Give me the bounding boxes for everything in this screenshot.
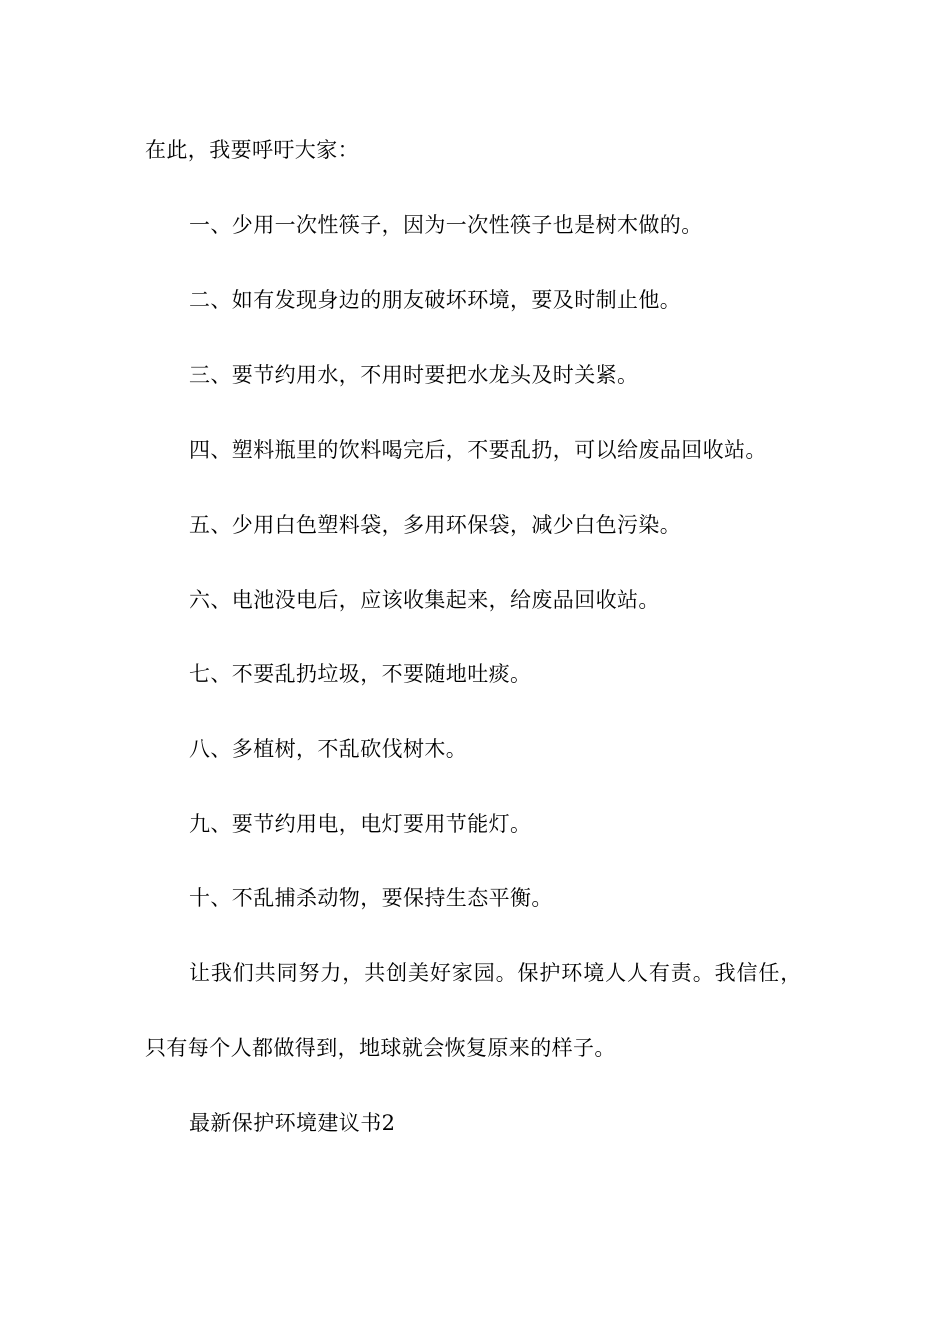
closing-paragraph-line-1: 让我们共同努力，共创美好家园。保护环境人人有责。我信任， bbox=[189, 961, 803, 985]
section-heading: 最新保护环境建议书2 bbox=[189, 1111, 396, 1135]
list-item: 七、不要乱扔垃圾，不要随地吐痰。 bbox=[189, 662, 532, 686]
list-item: 一、少用一次性筷子，因为一次性筷子也是树木做的。 bbox=[189, 213, 703, 237]
list-item: 十、不乱捕杀动物，要保持生态平衡。 bbox=[189, 886, 553, 910]
list-item: 九、要节约用电，电灯要用节能灯。 bbox=[189, 812, 532, 836]
list-item: 三、要节约用水，不用时要把水龙头及时关紧。 bbox=[189, 363, 639, 387]
closing-paragraph-line-2: 只有每个人都做得到，地球就会恢复原来的样子。 bbox=[145, 1036, 616, 1060]
list-item: 六、电池没电后，应该收集起来，给废品回收站。 bbox=[189, 588, 660, 612]
intro-paragraph: 在此，我要呼吁大家： bbox=[145, 138, 359, 162]
list-item: 二、如有发现身边的朋友破坏环境，要及时制止他。 bbox=[189, 288, 682, 312]
list-item: 四、塑料瓶里的饮料喝完后，不要乱扔，可以给废品回收站。 bbox=[189, 438, 767, 462]
list-item: 五、少用白色塑料袋，多用环保袋，减少白色污染。 bbox=[189, 513, 682, 537]
list-item: 八、多植树，不乱砍伐树木。 bbox=[189, 737, 468, 761]
